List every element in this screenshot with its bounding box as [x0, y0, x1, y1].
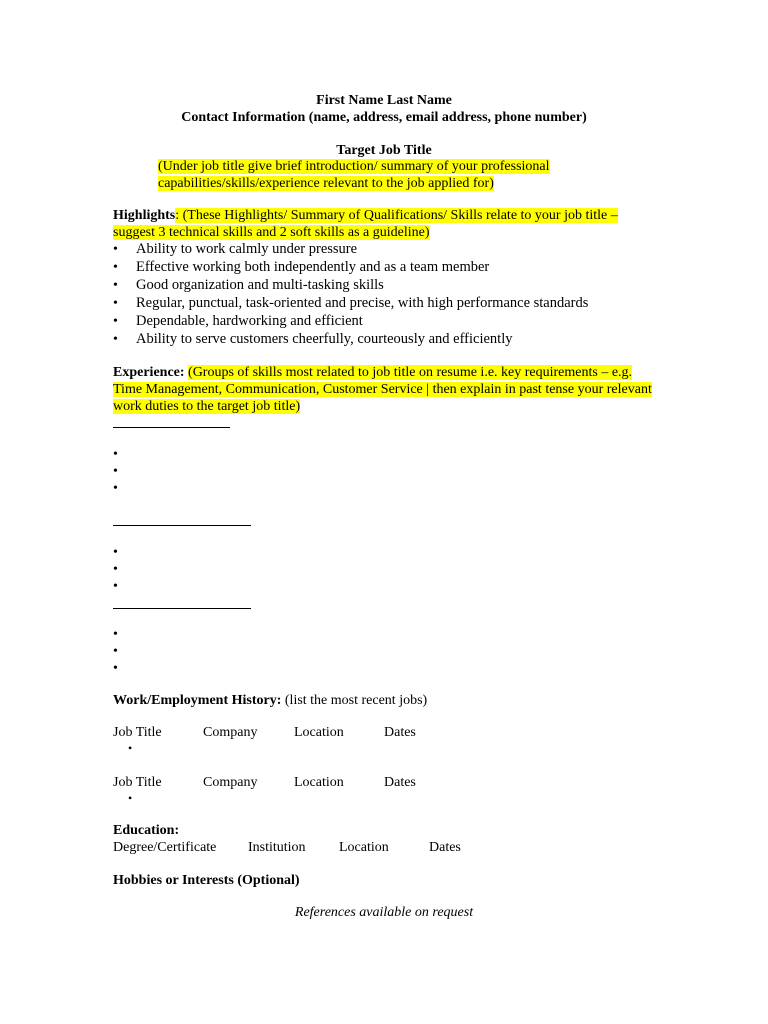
- bullet-icon: •: [113, 481, 118, 496]
- experience-note-line-2: Time Management, Communication, Customer Service | then explain in past tense your relevant: [113, 382, 652, 397]
- skill-group-blank-line: [113, 427, 230, 428]
- hobbies-label: Hobbies or Interests (Optional): [113, 873, 300, 888]
- bullet-icon: •: [113, 278, 118, 293]
- experience-heading: [113, 364, 632, 381]
- bullet-icon: •: [128, 741, 133, 755]
- job-title-column: Job Title: [113, 775, 162, 790]
- bullet-icon: •: [113, 242, 118, 257]
- experience-note-line-3: work duties to the target job title): [113, 399, 301, 414]
- references-note: References available on request: [294, 905, 474, 920]
- bullet-icon: •: [113, 447, 118, 462]
- target-intro-cont: [158, 175, 494, 192]
- dates-column: Dates: [429, 840, 461, 855]
- contact-information: Contact Information (name, address, email address, phone number): [181, 110, 587, 125]
- bullet-icon: •: [128, 791, 133, 805]
- highlights-colon: :: [175, 208, 180, 223]
- institution-column: Institution: [248, 840, 306, 855]
- company-column: Company: [203, 775, 258, 790]
- experience-note: [113, 381, 652, 398]
- location-column: Location: [294, 775, 344, 790]
- dates-column: Dates: [384, 725, 416, 740]
- bullet-icon: •: [113, 545, 118, 560]
- bullet-icon: •: [113, 296, 118, 311]
- bullet-icon: •: [113, 661, 118, 676]
- highlights-note: [113, 224, 430, 241]
- highlight-item: Effective working both independently and as a team member: [136, 259, 490, 275]
- highlight-item: Good organization and multi-tasking skills: [136, 277, 384, 293]
- highlights-heading: [113, 207, 618, 224]
- bullet-icon: •: [113, 314, 118, 329]
- employment-note: (list the most recent jobs): [281, 693, 428, 708]
- candidate-name: First Name Last Name: [316, 93, 452, 108]
- experience-note-end: [113, 398, 300, 415]
- employment-label: Work/Employment History:: [113, 693, 282, 708]
- target-intro-line-1: (Under job title give brief introduction/ summary of your professional: [158, 159, 550, 174]
- bullet-icon: •: [113, 644, 118, 659]
- highlight-item: Ability to serve customers cheerfully, courteously and efficiently: [136, 331, 513, 347]
- experience-note-line-1: (Groups of skills most related to job title on resume i.e. key requirements – e.g.: [188, 365, 633, 380]
- location-column: Location: [339, 840, 389, 855]
- target-job-title: Target Job Title: [336, 143, 432, 158]
- highlight-item: Ability to work calmly under pressure: [136, 241, 358, 257]
- target-intro: [158, 158, 550, 175]
- experience-label: Experience:: [113, 365, 185, 380]
- bullet-icon: •: [113, 579, 118, 594]
- job-title-column: Job Title: [113, 725, 162, 740]
- bullet-icon: •: [113, 332, 118, 347]
- skill-group-blank-line: [113, 608, 251, 609]
- location-column: Location: [294, 725, 344, 740]
- degree-column: Degree/Certificate: [113, 840, 217, 855]
- highlight-item: Dependable, hardworking and efficient: [136, 313, 363, 329]
- highlights-label: Highlights: [113, 208, 176, 223]
- highlights-note-line-2: suggest 3 technical skills and 2 soft skills as a guideline): [113, 225, 430, 240]
- skill-group-blank-line: [113, 525, 251, 526]
- bullet-icon: •: [113, 464, 118, 479]
- highlights-note-line-1: (These Highlights/ Summary of Qualifications/ Skills relate to your job title –: [179, 208, 618, 223]
- company-column: Company: [203, 725, 258, 740]
- target-intro-line-2: capabilities/skills/experience relevant to the job applied for): [158, 176, 494, 191]
- dates-column: Dates: [384, 775, 416, 790]
- highlight-item: Regular, punctual, task-oriented and precise, with high performance standards: [136, 295, 589, 311]
- bullet-icon: •: [113, 260, 118, 275]
- education-label: Education:: [113, 823, 180, 838]
- bullet-icon: •: [113, 562, 118, 577]
- bullet-icon: •: [113, 627, 118, 642]
- employment-heading: [113, 692, 427, 709]
